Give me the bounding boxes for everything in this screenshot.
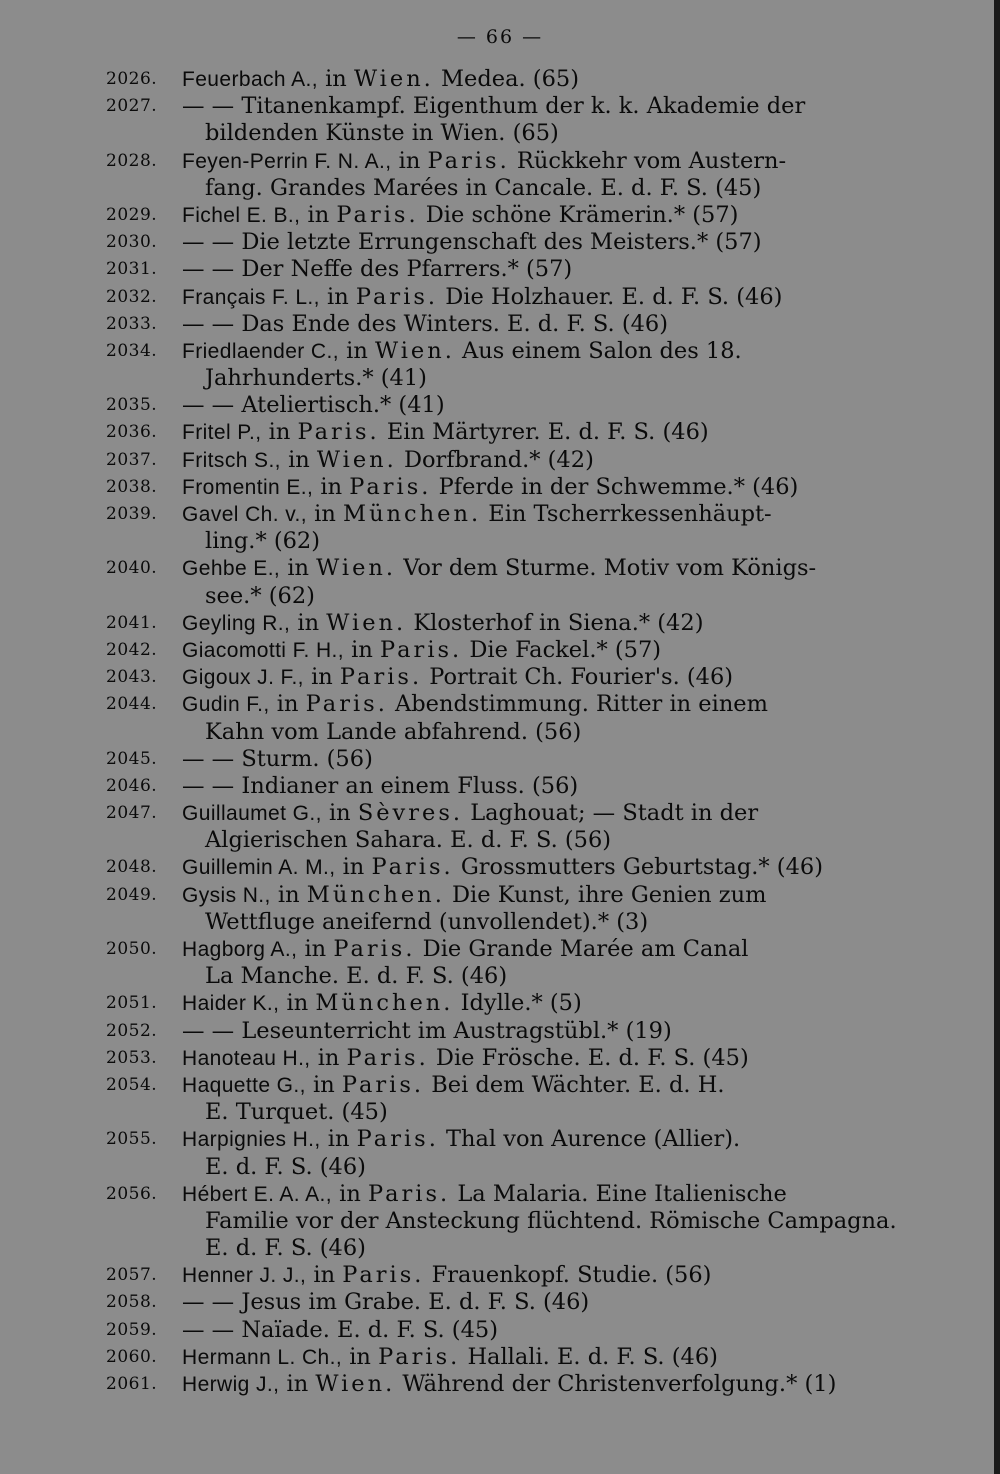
entry-number: 2029. [106,204,158,225]
entry-continuation-line [0,1235,1000,1262]
artist-city: Paris. [339,664,423,691]
artist-city: Paris. [355,283,439,310]
entry-first-line [0,1317,1000,1344]
entry-first-line [0,229,1000,256]
entry-first-line [0,1262,1000,1289]
entry-number: 2036. [106,422,158,443]
artwork-title: Aus einem Salon des 18. [462,337,742,364]
entry-text [182,419,709,446]
artwork-title: Ein Märtyrer. E. d. F. S. (46) [386,419,709,446]
artwork-title-continued: ling.* (62) [205,528,321,555]
artwork-title: Grossmutters Geburtstag.* (46) [460,854,823,881]
entry-separator: in [391,147,428,174]
entry-first-line [0,447,1000,474]
entry-text [182,664,733,691]
entry-separator: in [319,283,356,310]
artist-name: Feuerbach A., [182,68,318,91]
artist-name: Hagborg A., [182,938,298,961]
entry-first-line [0,1018,1000,1045]
catalogue-entry [0,882,1000,936]
entry-first-line [0,854,1000,881]
artwork-title: Pferde in der Schwemme.* (46) [438,473,799,500]
entry-separator: in [338,337,375,364]
artist-name: Guillemin A. M., [182,856,336,880]
entry-text [182,447,594,474]
artist-city: Paris. [341,1071,425,1098]
artist-name: Français F. L., [182,285,320,309]
artwork-title-continued: Jahrhunderts.* (41) [205,365,427,392]
entry-first-line [0,202,1000,229]
entry-first-line [0,882,1000,909]
entry-text [182,311,668,338]
entry-number: 2039. [106,504,158,524]
artwork-title-continued: Wettfluge aneifernd (unvollendet).* (3) [205,908,649,935]
entry-first-line [0,936,1000,963]
entry-first-line [0,148,1000,175]
catalogue-entry [0,746,1000,773]
artwork-title-continued: bildenden Künste in Wien. (65) [205,120,559,147]
artist-city: Paris. [297,419,380,446]
entry-text [182,882,766,909]
entry-text [182,1344,718,1371]
artwork-title-continued: E. d. F. S. (46) [205,1153,366,1180]
entry-number: 2034. [106,340,158,361]
entry-continuation-line [0,120,1000,147]
entry-number: 2054. [106,1074,158,1095]
entry-number: 2033. [106,313,158,334]
entry-separator: — — [182,93,242,120]
entry-text [182,610,703,637]
entry-first-line [0,419,1000,446]
catalogue-entry [0,854,1000,881]
entry-number: 2056. [106,1183,158,1204]
artwork-title: Klosterhof in Siena.* (42) [413,609,704,636]
entry-text [182,392,445,419]
entry-continuation-line [0,1099,1000,1126]
entry-text [182,1018,672,1045]
catalogue-entry [0,1262,1000,1289]
artwork-title-continued: Kahn vom Lande abfahrend. (56) [205,718,582,745]
entry-separator: in [269,691,306,718]
entry-number: 2035. [106,395,158,416]
artist-city: Paris. [333,936,416,962]
entry-number: 2058. [106,1292,158,1313]
catalogue-entry [0,66,1000,93]
artist-city: Paris. [305,691,388,718]
entry-first-line [0,66,1000,93]
artwork-title: Portrait Ch. Fourier's. (46) [429,664,734,691]
catalogue-entry [0,474,1000,501]
artwork-title: Jesus im Grabe. E. d. F. S. (46) [241,1289,590,1316]
catalogue-entry [0,202,1000,229]
entry-first-line [0,256,1000,283]
entry-separator: in [307,501,344,527]
entry-first-line [0,691,1000,718]
entry-separator: — — [182,310,242,337]
artwork-title: Das Ende des Winters. E. d. F. S. (46) [241,310,668,337]
artist-city: Wien. [374,337,455,364]
entry-text [182,854,823,881]
artwork-title: Frauenkopf. Studie. (56) [431,1262,712,1289]
catalogue-entry [0,1072,1000,1126]
entry-text [182,1072,724,1099]
catalogue-entry [0,1126,1000,1180]
entry-separator: in [320,1126,357,1153]
entry-separator: — — [182,256,242,283]
entry-number: 2026. [106,69,158,89]
artist-name: Gavel Ch. v., [182,503,308,526]
catalogue-entry [0,664,1000,691]
entry-separator: — — [182,772,242,799]
entry-continuation-line [0,827,1000,854]
entry-separator: in [317,66,354,92]
entry-separator: in [305,1071,342,1098]
artwork-title: Rückkehr vom Austern- [516,147,787,174]
artist-city: Paris. [336,201,419,228]
artwork-title: Sturm. (56) [241,745,373,772]
catalogue-entry [0,447,1000,474]
entry-number: 2060. [106,1346,158,1367]
artist-city: Wien. [316,446,397,473]
artist-city: München. [306,881,445,908]
entry-first-line [0,990,1000,1017]
artist-city: München. [315,990,454,1017]
artwork-title: Idylle.* (5) [460,990,582,1017]
entry-text [182,936,749,963]
artist-city: Paris. [367,1180,451,1207]
artist-name: Guillaumet G., [182,802,322,826]
entry-number: 2037. [106,449,158,470]
entry-number: 2031. [106,259,158,280]
entry-number: 2040. [106,558,158,579]
catalogue-entry [0,93,1000,147]
artwork-title: Bei dem Wächter. E. d. H. [431,1071,725,1098]
artist-city: Wien. [316,555,397,582]
entry-number: 2047. [106,803,158,824]
entry-text [182,746,373,773]
entry-number: 2052. [106,1020,158,1041]
catalogue-entry [0,1289,1000,1316]
artwork-title: Abendstimmung. Ritter in einem [395,691,768,718]
artist-city: Paris. [371,854,454,881]
artwork-title-continued: E. d. F. S. (46) [205,1235,366,1262]
artwork-title: Hallali. E. d. F. S. (46) [467,1343,718,1370]
entry-separator: — — [182,229,242,256]
artist-city: Wien. [326,609,407,636]
artwork-title: Die schöne Krämerin.* (57) [425,201,739,228]
entry-separator: in [297,936,334,962]
entry-separator: in [335,854,372,881]
artist-name: Herwig J., [182,1373,280,1396]
catalogue-entry [0,148,1000,202]
entry-continuation-line [0,175,1000,202]
catalogue-entry [0,555,1000,609]
artwork-title-continued: La Manche. E. d. F. S. (46) [205,963,508,990]
catalogue-entry [0,936,1000,990]
catalogue-entry [0,1181,1000,1263]
artwork-title: Der Neffe des Pfarrers.* (57) [241,256,573,283]
entry-number: 2061. [106,1374,158,1394]
artwork-title-continued: Familie vor der Ansteckung flüchtend. Römische Campagna. [205,1207,897,1234]
entry-number: 2032. [106,286,158,307]
entry-text [182,1126,740,1153]
entry-continuation-line [0,1208,1000,1235]
catalogue-entry [0,800,1000,854]
entry-separator: — — [182,745,242,772]
artist-name: Fichel E. B., [182,203,301,227]
catalogue-entry [0,1045,1000,1072]
entry-text [182,501,772,528]
entry-separator: in [261,419,298,446]
artist-name: Harpignies H., [182,1128,321,1152]
entry-separator: in [290,609,327,636]
artist-name: Gigoux J. F., [182,666,304,690]
entry-number: 2043. [106,667,158,688]
entry-separator: in [313,473,350,500]
entry-first-line [0,800,1000,827]
entry-text [182,66,579,93]
artwork-title: Ateliertisch.* (41) [241,392,445,419]
entry-text [182,691,768,718]
entry-number: 2030. [106,232,158,253]
entry-first-line [0,610,1000,637]
catalogue-entry [0,229,1000,256]
artwork-title-continued: see.* (62) [205,582,315,609]
artist-name: Feyen-Perrin F. N. A., [182,149,392,173]
artwork-title: Ein Tscherrkessenhäupt- [488,501,772,527]
entry-separator: — — [182,392,242,419]
entry-number: 2057. [106,1265,158,1286]
entry-number: 2028. [106,150,158,171]
artist-name: Haquette G., [182,1073,306,1097]
entry-first-line [0,93,1000,120]
entry-first-line [0,392,1000,419]
entry-number: 2050. [106,939,158,959]
entry-first-line [0,1344,1000,1371]
artwork-title: Die letzte Errungenschaft des Meisters.* (57) [241,229,762,256]
page-number: — 66 — [456,26,544,48]
artwork-title: Die Fackel.* (57) [469,636,662,663]
artist-name: Hébert E. A. A., [182,1182,332,1206]
artist-city: Paris. [356,1126,439,1153]
entry-number: 2044. [106,694,158,715]
entry-separator: in [331,1180,368,1207]
entry-separator: in [310,1044,347,1071]
entry-first-line [0,284,1000,311]
artist-city: Sèvres. [357,800,464,827]
catalogue-entry [0,1018,1000,1045]
entry-text [182,555,816,582]
artwork-title: Titanenkampf. Eigenthum der k. k. Akademie der [241,93,806,120]
entry-text [182,1371,836,1398]
artist-city: Paris. [378,1343,461,1370]
artwork-title: Während der Christenverfolgung.* (1) [402,1371,837,1397]
entry-text [182,990,582,1017]
entry-separator: in [303,664,340,691]
entry-number: 2055. [106,1129,158,1150]
entry-separator: in [344,636,381,663]
artist-name: Fritel P., [182,421,262,445]
entry-text [182,338,742,365]
entry-text [182,773,578,800]
artist-city: Paris. [349,473,432,500]
artist-city: Paris. [346,1044,429,1071]
entry-first-line [0,1181,1000,1208]
artwork-title-continued: Algierischen Sahara. E. d. F. S. (56) [205,827,612,854]
catalogue-entry [0,419,1000,446]
entry-separator: — — [182,1316,242,1343]
entry-number: 2041. [106,612,158,633]
entry-first-line [0,1371,1000,1398]
entry-text [182,800,758,827]
entry-first-line [0,555,1000,582]
entry-first-line [0,664,1000,691]
catalogue-entry [0,501,1000,555]
artist-name: Fromentin E., [182,475,314,499]
artwork-title: Laghouat; — Stadt in der [470,800,759,827]
artwork-title: Leseunterricht im Austragstübl.* (19) [241,1017,672,1044]
entry-text [182,202,738,229]
entry-text [182,93,805,120]
catalogue-entries [0,66,1000,1398]
entry-number: 2045. [106,748,158,769]
entry-text [182,148,786,175]
artwork-title-continued: fang. Grandes Marées in Cancale. E. d. F. S. (45) [205,174,762,201]
artist-city: Wien. [315,1371,396,1397]
artwork-title: Die Frösche. E. d. F. S. (45) [435,1044,749,1071]
catalogue-entry [0,773,1000,800]
entry-number: 2038. [106,476,158,497]
entry-first-line [0,1045,1000,1072]
artist-name: Hanoteau H., [182,1046,311,1070]
catalogue-entry [0,284,1000,311]
artwork-title: Thal von Aurence (Allier). [446,1126,741,1153]
artist-name: Henner J. J., [182,1264,307,1288]
entry-continuation-line [0,909,1000,936]
entry-separator: in [279,990,316,1017]
catalogue-entry [0,990,1000,1017]
entry-number: 2042. [106,639,158,660]
entry-text [182,1262,711,1289]
catalogue-entry [0,691,1000,745]
artwork-title: Dorfbrand.* (42) [403,446,594,473]
artist-name: Haider K., [182,992,280,1016]
entry-number: 2053. [106,1047,158,1068]
entry-separator: in [279,1371,316,1397]
entry-number: 2051. [106,993,158,1014]
entry-text [182,1181,787,1208]
artist-name: Gudin F., [182,693,270,717]
entry-first-line [0,311,1000,338]
catalogue-entry [0,311,1000,338]
entry-text [182,637,661,664]
artist-name: Gysis N., [182,883,271,907]
artwork-title: Die Holzhauer. E. d. F. S. (46) [445,283,783,310]
entry-continuation-line [0,365,1000,392]
artist-city: München. [343,501,482,527]
artwork-title: Naïade. E. d. F. S. (45) [241,1316,498,1343]
artwork-title: Vor dem Sturme. Motiv vom Königs- [403,555,817,582]
entry-separator: in [270,881,307,908]
entry-continuation-line [0,963,1000,990]
entry-first-line [0,1289,1000,1316]
entry-text [182,474,798,501]
entry-separator: — — [182,1017,242,1044]
artist-name: Friedlaender C., [182,339,339,363]
artist-name: Hermann L. Ch., [182,1345,343,1369]
artist-name: Fritsch S., [182,448,281,472]
catalogue-entry [0,1317,1000,1344]
entry-first-line [0,338,1000,365]
entry-first-line [0,1072,1000,1099]
entry-number: 2046. [106,775,158,796]
catalogue-entry [0,1344,1000,1371]
entry-first-line [0,637,1000,664]
artist-name: Gehbe E., [182,557,281,581]
entry-text [182,1317,498,1344]
entry-continuation-line [0,583,1000,610]
artwork-title: Die Kunst, ihre Genien zum [452,881,767,908]
entry-number: 2059. [106,1319,158,1340]
artist-city: Paris. [342,1262,425,1289]
entry-first-line [0,501,1000,528]
entry-separator: in [300,201,337,228]
entry-continuation-line [0,528,1000,555]
entry-text [182,1289,589,1316]
artwork-title: Die Grande Marée am Canal [422,936,749,962]
artist-name: Giacomotti F. H., [182,638,345,662]
entry-number: 2049. [106,884,158,905]
artwork-title: La Malaria. Eine Italienische [457,1180,787,1207]
entry-first-line [0,474,1000,501]
catalogue-entry [0,610,1000,637]
entry-separator: in [280,555,317,582]
entry-text [182,229,762,256]
catalogue-entry [0,392,1000,419]
entry-text [182,1045,749,1072]
entry-first-line [0,746,1000,773]
entry-number: 2048. [106,857,158,878]
entry-first-line [0,1126,1000,1153]
artist-city: Paris. [427,147,510,174]
artist-city: Wien. [353,66,434,92]
artwork-title-continued: E. Turquet. (45) [205,1099,388,1126]
entry-separator: — — [182,1289,242,1316]
entry-continuation-line [0,1154,1000,1181]
artist-city: Paris. [380,636,463,663]
entry-text [182,256,572,283]
entry-separator: in [306,1262,343,1289]
catalogue-entry [0,256,1000,283]
entry-separator: in [280,446,317,473]
artwork-title: Indianer an einem Fluss. (56) [241,772,579,799]
entry-continuation-line [0,719,1000,746]
entry-first-line [0,773,1000,800]
artwork-title: Medea. (65) [441,66,579,92]
entry-separator: in [321,800,358,827]
entry-separator: in [342,1343,379,1370]
entry-number: 2027. [106,96,158,117]
catalogue-entry [0,637,1000,664]
catalogue-entry [0,1371,1000,1398]
catalogue-entry [0,338,1000,392]
artist-name: Geyling R., [182,611,291,635]
entry-text [182,284,782,311]
